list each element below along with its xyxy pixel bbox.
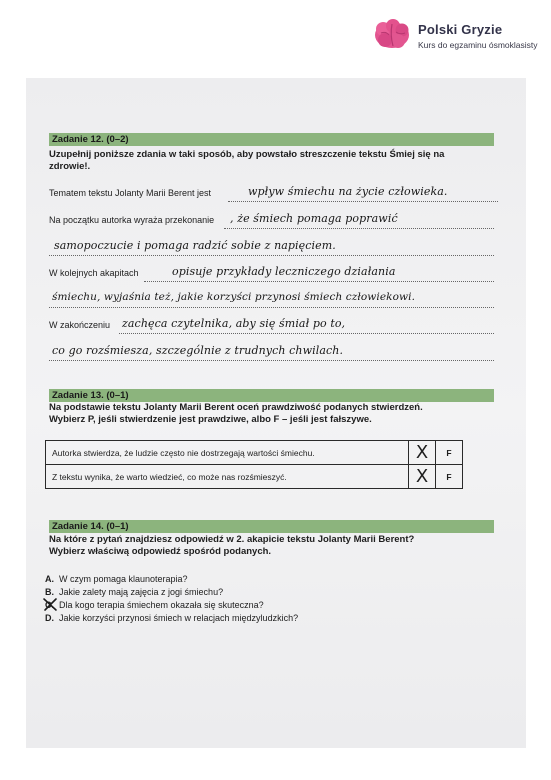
task14-header: Zadanie 14. (0–1) — [49, 520, 494, 533]
task12-line7-answer: co go rozśmiesza, szczególnie z trudnych chwilach. — [52, 344, 344, 357]
brand-tagline: Kurs do egzaminu ósmoklasisty — [418, 40, 538, 50]
option-a[interactable] — [45, 574, 188, 584]
exam-sheet — [26, 78, 526, 748]
brain-logo-icon — [372, 18, 412, 52]
task12-line2-answer: , że śmiech pomaga poprawić — [230, 212, 398, 225]
statement-cell: Z tekstu wynika, że warto wiedzieć, co może nas rozśmieszyć. — [46, 465, 409, 489]
option-text: Jakie korzyści przynosi śmiech w relacjach międzyludzkich? — [59, 613, 299, 623]
task12-line1-answer: wpływ śmiechu na życie człowieka. — [248, 185, 448, 198]
table-row — [46, 441, 463, 465]
task13-header: Zadanie 13. (0–1) — [49, 389, 494, 402]
task12-line2-label: Na początku autorka wyraża przekonanie — [49, 215, 215, 225]
task12-instruction: Uzupełnij poniższe zdania w taki sposób, aby powstało streszczenie tekstu Śmiej się na zdrowie!. — [49, 149, 445, 172]
task12-line4-dots — [144, 281, 494, 282]
true-false-table — [45, 440, 463, 489]
task12-line6-dots — [119, 333, 494, 334]
cross-mark-icon — [42, 597, 58, 612]
brand-name: Polski Gryzie — [418, 22, 503, 37]
f-answer-box[interactable]: F — [436, 441, 463, 465]
option-letter: D. — [45, 613, 54, 623]
table-row — [46, 465, 463, 489]
task14-instruction-2: Wybierz właściwą odpowiedź spośród podanych. — [49, 546, 272, 557]
task12-line4-answer: opisuje przykłady leczniczego działania — [172, 265, 396, 278]
task12-line6-answer: zachęca czytelnika, aby się śmiał po to, — [122, 317, 346, 330]
p-answer-box[interactable]: X — [409, 465, 436, 489]
option-c[interactable] — [45, 600, 264, 610]
option-text: Jakie zalety mają zajęcia z jogi śmiechu? — [59, 587, 224, 597]
f-answer-box[interactable]: F — [436, 465, 463, 489]
task12-line1-dots — [228, 201, 498, 202]
task12-line3-answer: samopoczucie i pomaga radzić sobie z napięciem. — [54, 239, 336, 252]
option-letter: B. — [45, 587, 54, 597]
task12-line5-dots — [49, 307, 494, 308]
task12-line5-answer: śmiechu, wyjaśnia też, jakie korzyści przynosi śmiech człowiekowi. — [52, 291, 416, 303]
task12-line7-dots — [49, 360, 494, 361]
statement-cell: Autorka stwierdza, że ludzie często nie dostrzegają wartości śmiechu. — [46, 441, 409, 465]
task12-line1-label: Tematem tekstu Jolanty Marii Berent jest — [49, 188, 212, 198]
option-text: Dla kogo terapia śmiechem okazała się skuteczna? — [59, 600, 264, 610]
task13-instruction-1: Na podstawie tekstu Jolanty Marii Berent oceń prawdziwość podanych stwierdzeń. — [49, 402, 423, 413]
p-answer-box[interactable]: X — [409, 441, 436, 465]
option-letter: A. — [45, 574, 54, 584]
option-b[interactable] — [45, 587, 223, 597]
task12-line2-dots — [224, 228, 494, 229]
task12-line6-label: W zakończeniu — [49, 320, 111, 330]
option-d[interactable] — [45, 613, 298, 623]
option-letter: C. — [45, 600, 54, 610]
task12-header: Zadanie 12. (0–2) — [49, 133, 494, 146]
task12-line3-dots — [49, 255, 494, 256]
task12-line4-label: W kolejnych akapitach — [49, 268, 139, 278]
task14-instruction-1: Na które z pytań znajdziesz odpowiedź w 2. akapicie tekstu Jolanty Marii Berent? — [49, 534, 415, 545]
task13-instruction-2: Wybierz P, jeśli stwierdzenie jest prawdziwe, albo F – jeśli jest fałszywe. — [49, 414, 372, 425]
option-text: W czym pomaga klaunoterapia? — [59, 574, 188, 584]
